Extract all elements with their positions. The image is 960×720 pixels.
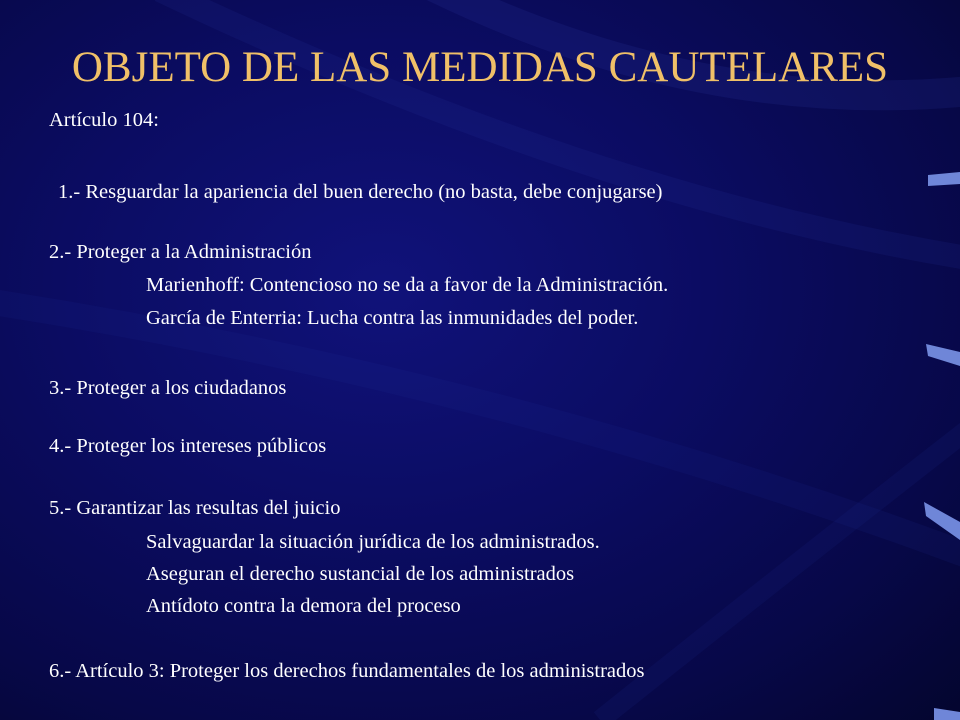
item-6: 6.- Artículo 3: Proteger los derechos fundamentales de los administrados (49, 660, 645, 682)
article-heading: Artículo 104: (49, 109, 159, 131)
item-2-sub-2: García de Enterria: Lucha contra las inmunidades del poder. (146, 307, 639, 329)
item-1: 1.- Resguardar la apariencia del buen derecho (no basta, debe conjugarse) (58, 181, 663, 203)
accent-mark (934, 708, 960, 720)
slide-title: OBJETO DE LAS MEDIDAS CAUTELARES (71, 44, 889, 91)
background-streak (600, 420, 960, 720)
item-2-sub-1: Marienhoff: Contencioso no se da a favor de la Administración. (146, 274, 669, 296)
background-streak (160, 0, 960, 260)
item-5: 5.- Garantizar las resultas del juicio (49, 497, 341, 519)
item-2: 2.- Proteger a la Administración (49, 241, 312, 263)
accent-mark (924, 502, 960, 540)
item-4: 4.- Proteger los intereses públicos (49, 435, 327, 457)
background-streak (0, 300, 960, 560)
item-5-sub-1: Salvaguardar la situación jurídica de los administrados. (146, 531, 600, 553)
item-5-sub-2: Aseguran el derecho sustancial de los administrados (146, 563, 575, 585)
accent-mark (928, 172, 960, 186)
accent-mark (926, 344, 960, 366)
item-3: 3.- Proteger a los ciudadanos (49, 377, 287, 399)
item-5-sub-3: Antídoto contra la demora del proceso (146, 595, 461, 617)
